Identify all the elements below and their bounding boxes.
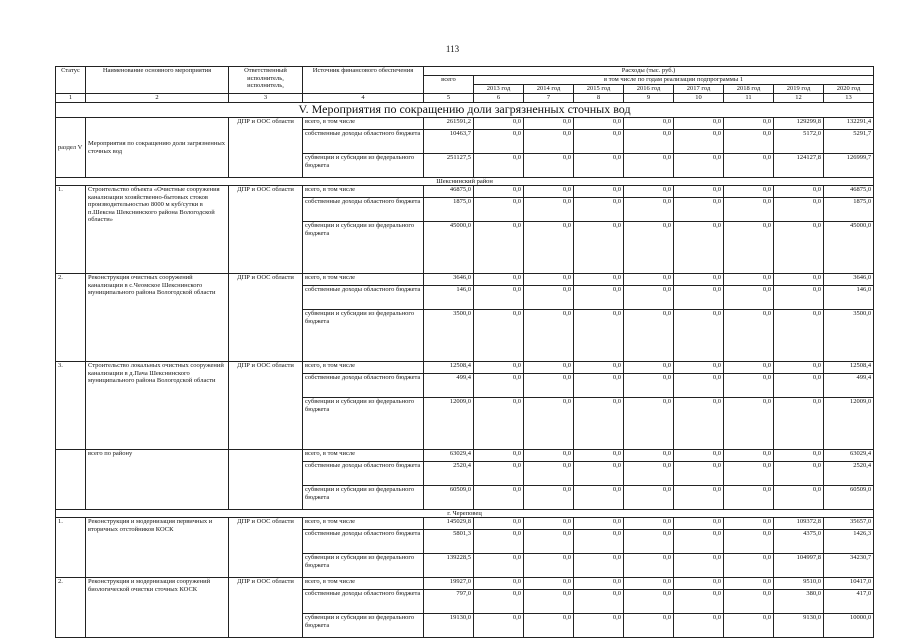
row-source: субвенции и субсидии из федерального бюджета [303, 398, 424, 450]
row-year-value: 0,0 [524, 222, 574, 274]
row-year-value: 0,0 [774, 222, 824, 274]
row-year-value: 104997,8 [774, 554, 824, 578]
row-year-value: 146,0 [824, 286, 874, 310]
row-year-value: 0,0 [474, 398, 524, 450]
row-year-value: 10000,0 [824, 614, 874, 638]
row-year-value: 4375,0 [774, 530, 824, 554]
header-expenses: Расходы (тыс. руб.) [424, 67, 874, 76]
row-year-value: 0,0 [474, 374, 524, 398]
row-year-value: 0,0 [574, 274, 624, 286]
row-total: 45000,0 [424, 222, 474, 274]
row-source: всего, в том числе [303, 186, 424, 198]
header-col-number: 9 [624, 94, 674, 103]
row-year-value: 0,0 [724, 518, 774, 530]
header-col-number: 12 [774, 94, 824, 103]
budget-table [55, 66, 874, 638]
row-source: собственные доходы областного бюджета [303, 374, 424, 398]
row-year-value: 0,0 [724, 310, 774, 362]
row-year-value: 0,0 [474, 518, 524, 530]
row-year-value: 0,0 [574, 518, 624, 530]
header-col-number: 10 [674, 94, 724, 103]
row-year-value: 9130,0 [774, 614, 824, 638]
row-total: 797,0 [424, 590, 474, 614]
row-status [56, 450, 86, 510]
row-year-value: 0,0 [474, 186, 524, 198]
row-year-value: 0,0 [624, 186, 674, 198]
row-year-value: 0,0 [674, 362, 724, 374]
row-year-value: 0,0 [474, 310, 524, 362]
row-total: 60509,0 [424, 486, 474, 510]
row-year-value: 0,0 [574, 614, 624, 638]
row-year-value: 60509,0 [824, 486, 874, 510]
region-row [56, 178, 874, 186]
row-source: субвенции и субсидии из федерального бюджета [303, 614, 424, 638]
row-total: 3646,0 [424, 274, 474, 286]
row-year-value: 3500,0 [824, 310, 874, 362]
row-year-value: 0,0 [624, 518, 674, 530]
row-total: 19130,0 [424, 614, 474, 638]
row-executor: ДПР и ООС области [229, 274, 303, 362]
row-year-value: 0,0 [624, 198, 674, 222]
row-year-value: 0,0 [724, 374, 774, 398]
row-year-value: 0,0 [624, 286, 674, 310]
header-year: 2018 год [724, 85, 774, 94]
row-year-value: 0,0 [524, 614, 574, 638]
table-row [56, 518, 874, 530]
row-year-value: 0,0 [574, 530, 624, 554]
header-year: 2019 год [774, 85, 824, 94]
row-year-value: 0,0 [574, 450, 624, 462]
row-year-value: 0,0 [674, 590, 724, 614]
row-year-value: 45000,0 [824, 222, 874, 274]
header-col-number: 3 [229, 94, 303, 103]
header-col-number: 8 [574, 94, 624, 103]
row-year-value: 1875,0 [824, 198, 874, 222]
row-executor: ДПР и ООС области [229, 362, 303, 450]
row-year-value: 0,0 [574, 462, 624, 486]
table-row [56, 450, 874, 462]
header-year: 2017 год [674, 85, 724, 94]
row-total: 261591,2 [424, 118, 474, 130]
region-title: г. Череповец [56, 510, 874, 518]
row-year-value: 0,0 [624, 462, 674, 486]
row-year-value: 0,0 [574, 554, 624, 578]
row-year-value: 0,0 [674, 118, 724, 130]
page-number: 113 [445, 44, 460, 54]
row-year-value: 0,0 [674, 578, 724, 590]
row-year-value: 0,0 [474, 486, 524, 510]
row-total: 2520,4 [424, 462, 474, 486]
header-year: 2016 год [624, 85, 674, 94]
row-total: 63029,4 [424, 450, 474, 462]
row-year-value: 0,0 [524, 118, 574, 130]
row-year-value: 0,0 [674, 286, 724, 310]
row-year-value: 0,0 [674, 554, 724, 578]
header-by-years: в том числе по годам реализации подпрограммы 1 [474, 76, 874, 85]
row-total: 5801,3 [424, 530, 474, 554]
row-year-value: 0,0 [524, 554, 574, 578]
header-col-number: 5 [424, 94, 474, 103]
row-year-value: 0,0 [774, 362, 824, 374]
row-year-value: 0,0 [624, 222, 674, 274]
row-status: 3. [56, 362, 86, 450]
row-total: 146,0 [424, 286, 474, 310]
row-year-value: 0,0 [624, 154, 674, 178]
row-year-value: 0,0 [724, 286, 774, 310]
row-source: субвенции и субсидии из федерального бюджета [303, 554, 424, 578]
row-year-value: 0,0 [774, 286, 824, 310]
header-col-number: 4 [303, 94, 424, 103]
row-year-value: 0,0 [524, 578, 574, 590]
row-total: 145029,8 [424, 518, 474, 530]
row-year-value: 0,0 [724, 130, 774, 154]
row-source: собственные доходы областного бюджета [303, 286, 424, 310]
row-year-value: 0,0 [524, 362, 574, 374]
row-year-value: 0,0 [624, 310, 674, 362]
row-year-value: 0,0 [524, 590, 574, 614]
row-source: всего, в том числе [303, 518, 424, 530]
row-year-value: 0,0 [674, 222, 724, 274]
row-year-value: 0,0 [524, 486, 574, 510]
row-year-value: 0,0 [774, 462, 824, 486]
row-year-value: 12009,0 [824, 398, 874, 450]
row-year-value: 0,0 [774, 186, 824, 198]
row-year-value: 0,0 [724, 614, 774, 638]
row-year-value: 0,0 [624, 130, 674, 154]
row-source: субвенции и субсидии из федерального бюджета [303, 222, 424, 274]
row-executor: ДПР и ООС области [229, 186, 303, 274]
row-year-value: 0,0 [624, 374, 674, 398]
row-year-value: 0,0 [724, 222, 774, 274]
row-year-value: 0,0 [474, 286, 524, 310]
row-source: всего, в том числе [303, 362, 424, 374]
row-event-name: Строительство объекта «Очистные сооружения канализации хозяйственно-бытовых стоков производительностью 8000 м куб/сутки в п.Шексна Шекснинского района Вологодской области» [86, 186, 229, 274]
table-row [56, 274, 874, 286]
row-year-value: 0,0 [474, 362, 524, 374]
row-year-value: 1426,3 [824, 530, 874, 554]
header-col-number: 1 [56, 94, 86, 103]
row-event-name: Строительство локальных очистных сооружений канализации в д.Пача Шекснинского муниципального района Вологодской области [86, 362, 229, 450]
header-col-number: 7 [524, 94, 574, 103]
row-year-value: 0,0 [774, 198, 824, 222]
row-year-value: 0,0 [624, 274, 674, 286]
region-row [56, 510, 874, 518]
row-status: раздел V [56, 118, 86, 178]
row-status: 2. [56, 578, 86, 638]
row-source: субвенции и субсидии из федерального бюджета [303, 154, 424, 178]
header-col-number: 11 [724, 94, 774, 103]
row-year-value: 0,0 [724, 486, 774, 510]
row-year-value: 0,0 [574, 118, 624, 130]
row-source: всего, в том числе [303, 274, 424, 286]
row-year-value: 0,0 [674, 274, 724, 286]
row-year-value: 0,0 [724, 274, 774, 286]
row-year-value: 499,4 [824, 374, 874, 398]
row-year-value: 0,0 [724, 362, 774, 374]
row-year-value: 0,0 [674, 186, 724, 198]
row-source: всего, в том числе [303, 118, 424, 130]
row-year-value: 0,0 [774, 310, 824, 362]
row-year-value: 0,0 [524, 530, 574, 554]
row-executor: ДПР и ООС области [229, 118, 303, 178]
row-year-value: 0,0 [574, 154, 624, 178]
row-year-value: 0,0 [524, 518, 574, 530]
row-status: 2. [56, 274, 86, 362]
row-year-value: 46875,0 [824, 186, 874, 198]
row-year-value: 0,0 [474, 590, 524, 614]
row-source: собственные доходы областного бюджета [303, 462, 424, 486]
row-source: собственные доходы областного бюджета [303, 198, 424, 222]
row-year-value: 0,0 [674, 518, 724, 530]
row-year-value: 0,0 [524, 310, 574, 362]
row-year-value: 0,0 [574, 198, 624, 222]
row-year-value: 0,0 [574, 186, 624, 198]
row-year-value: 0,0 [674, 486, 724, 510]
row-year-value: 0,0 [524, 154, 574, 178]
row-year-value: 0,0 [674, 462, 724, 486]
row-year-value: 0,0 [474, 462, 524, 486]
row-year-value: 0,0 [574, 374, 624, 398]
row-total: 19927,0 [424, 578, 474, 590]
row-year-value: 0,0 [724, 578, 774, 590]
row-year-value: 0,0 [624, 554, 674, 578]
row-year-value: 0,0 [524, 130, 574, 154]
row-year-value: 63029,4 [824, 450, 874, 462]
row-total: 139228,5 [424, 554, 474, 578]
row-year-value: 0,0 [574, 578, 624, 590]
row-year-value: 0,0 [724, 530, 774, 554]
row-executor: ДПР и ООС области [229, 578, 303, 638]
row-total: 251127,5 [424, 154, 474, 178]
row-year-value: 0,0 [574, 362, 624, 374]
header-year: 2014 год [524, 85, 574, 94]
row-year-value: 0,0 [724, 198, 774, 222]
header-total: всего [424, 76, 474, 94]
row-year-value: 0,0 [474, 222, 524, 274]
row-event-name: Реконструкция и модернизация сооружений биологической очистки сточных КОСК [86, 578, 229, 638]
row-year-value: 0,0 [524, 198, 574, 222]
row-year-value: 0,0 [474, 530, 524, 554]
row-year-value: 9510,0 [774, 578, 824, 590]
row-year-value: 0,0 [724, 118, 774, 130]
row-year-value: 0,0 [624, 118, 674, 130]
row-year-value: 0,0 [724, 590, 774, 614]
row-year-value: 0,0 [674, 398, 724, 450]
row-year-value: 0,0 [674, 310, 724, 362]
row-year-value: 0,0 [574, 310, 624, 362]
row-year-value: 0,0 [724, 450, 774, 462]
row-year-value: 12508,4 [824, 362, 874, 374]
row-source: всего, в том числе [303, 450, 424, 462]
row-year-value: 0,0 [674, 130, 724, 154]
row-source: субвенции и субсидии из федерального бюджета [303, 486, 424, 510]
row-source: субвенции и субсидии из федерального бюджета [303, 310, 424, 362]
table-row [56, 118, 874, 130]
row-total: 499,4 [424, 374, 474, 398]
row-year-value: 0,0 [524, 274, 574, 286]
header-year: 2013 год [474, 85, 524, 94]
row-year-value: 0,0 [474, 450, 524, 462]
row-year-value: 0,0 [674, 614, 724, 638]
row-source: собственные доходы областного бюджета [303, 530, 424, 554]
row-year-value: 0,0 [624, 362, 674, 374]
row-year-value: 34230,7 [824, 554, 874, 578]
header-col-number: 2 [86, 94, 229, 103]
header-year: 2015 год [574, 85, 624, 94]
row-year-value: 0,0 [674, 450, 724, 462]
row-event-name: всего по району [86, 450, 229, 510]
row-event-name: Мероприятия по сокращению доли загрязненных сточных вод [86, 118, 229, 178]
section-title: V. Мероприятия по сокращению доли загрязненных сточных вод [56, 103, 874, 118]
row-executor: ДПР и ООС области [229, 518, 303, 578]
row-year-value: 0,0 [624, 530, 674, 554]
row-source: собственные доходы областного бюджета [303, 590, 424, 614]
row-year-value: 10417,0 [824, 578, 874, 590]
header-main-event: Наименование основного мероприятия [86, 67, 229, 94]
row-year-value: 0,0 [674, 198, 724, 222]
row-year-value: 3646,0 [824, 274, 874, 286]
header-col-number: 13 [824, 94, 874, 103]
row-year-value: 0,0 [724, 398, 774, 450]
header-year: 2020 год [824, 85, 874, 94]
row-year-value: 0,0 [524, 462, 574, 486]
row-year-value: 0,0 [574, 222, 624, 274]
row-year-value: 0,0 [774, 374, 824, 398]
row-total: 10463,7 [424, 130, 474, 154]
row-year-value: 0,0 [724, 186, 774, 198]
row-year-value: 2520,4 [824, 462, 874, 486]
row-year-value: 0,0 [774, 486, 824, 510]
row-year-value: 35657,0 [824, 518, 874, 530]
row-year-value: 0,0 [624, 614, 674, 638]
row-year-value: 109372,8 [774, 518, 824, 530]
row-year-value: 0,0 [524, 398, 574, 450]
row-total: 3500,0 [424, 310, 474, 362]
row-total: 1875,0 [424, 198, 474, 222]
row-total: 46875,0 [424, 186, 474, 198]
row-year-value: 0,0 [524, 374, 574, 398]
row-year-value: 0,0 [724, 154, 774, 178]
row-total: 12508,4 [424, 362, 474, 374]
row-year-value: 0,0 [574, 486, 624, 510]
row-event-name: Реконструкция очистных сооружений канализации в с.Чеoмское Шекснинского муниципального района Вологодской области [86, 274, 229, 362]
row-year-value: 0,0 [774, 274, 824, 286]
row-year-value: 5172,0 [774, 130, 824, 154]
row-source: всего, в том числе [303, 578, 424, 590]
row-year-value: 0,0 [774, 450, 824, 462]
row-year-value: 5291,7 [824, 130, 874, 154]
row-event-name: Реконструкция и модернизация первичных и вторичных отстойников КОСК [86, 518, 229, 578]
row-year-value: 0,0 [724, 554, 774, 578]
row-year-value: 0,0 [474, 614, 524, 638]
row-status: 1. [56, 186, 86, 274]
row-year-value: 0,0 [474, 578, 524, 590]
row-year-value: 126999,7 [824, 154, 874, 178]
row-year-value: 0,0 [774, 398, 824, 450]
row-year-value: 0,0 [574, 398, 624, 450]
table-row [56, 578, 874, 590]
row-year-value: 417,0 [824, 590, 874, 614]
row-year-value: 124127,8 [774, 154, 824, 178]
header-status: Статус [56, 67, 86, 94]
row-year-value: 0,0 [624, 590, 674, 614]
row-year-value: 0,0 [624, 450, 674, 462]
table-row [56, 362, 874, 374]
row-year-value: 132291,4 [824, 118, 874, 130]
row-executor [229, 450, 303, 510]
row-year-value: 0,0 [624, 398, 674, 450]
header-responsible: Ответственный исполнитель, исполнитель, [229, 67, 303, 94]
row-year-value: 0,0 [724, 462, 774, 486]
row-source: собственные доходы областного бюджета [303, 130, 424, 154]
row-year-value: 0,0 [574, 590, 624, 614]
row-year-value: 0,0 [524, 286, 574, 310]
row-year-value: 380,0 [774, 590, 824, 614]
row-year-value: 0,0 [674, 154, 724, 178]
row-year-value: 0,0 [474, 554, 524, 578]
row-year-value: 0,0 [524, 186, 574, 198]
header-source: Источник финансового обеспечения [303, 67, 424, 94]
row-year-value: 0,0 [474, 154, 524, 178]
row-year-value: 0,0 [674, 374, 724, 398]
row-year-value: 0,0 [674, 530, 724, 554]
row-year-value: 0,0 [574, 130, 624, 154]
row-year-value: 0,0 [474, 198, 524, 222]
table-row [56, 186, 874, 198]
row-year-value: 0,0 [524, 450, 574, 462]
row-year-value: 0,0 [624, 486, 674, 510]
row-year-value: 0,0 [624, 578, 674, 590]
row-year-value: 129299,8 [774, 118, 824, 130]
row-year-value: 0,0 [474, 118, 524, 130]
header-col-number: 6 [474, 94, 524, 103]
region-title: Шекснинский район [56, 178, 874, 186]
row-status: 1. [56, 518, 86, 578]
row-year-value: 0,0 [474, 274, 524, 286]
row-year-value: 0,0 [474, 130, 524, 154]
row-year-value: 0,0 [574, 286, 624, 310]
row-total: 12009,0 [424, 398, 474, 450]
